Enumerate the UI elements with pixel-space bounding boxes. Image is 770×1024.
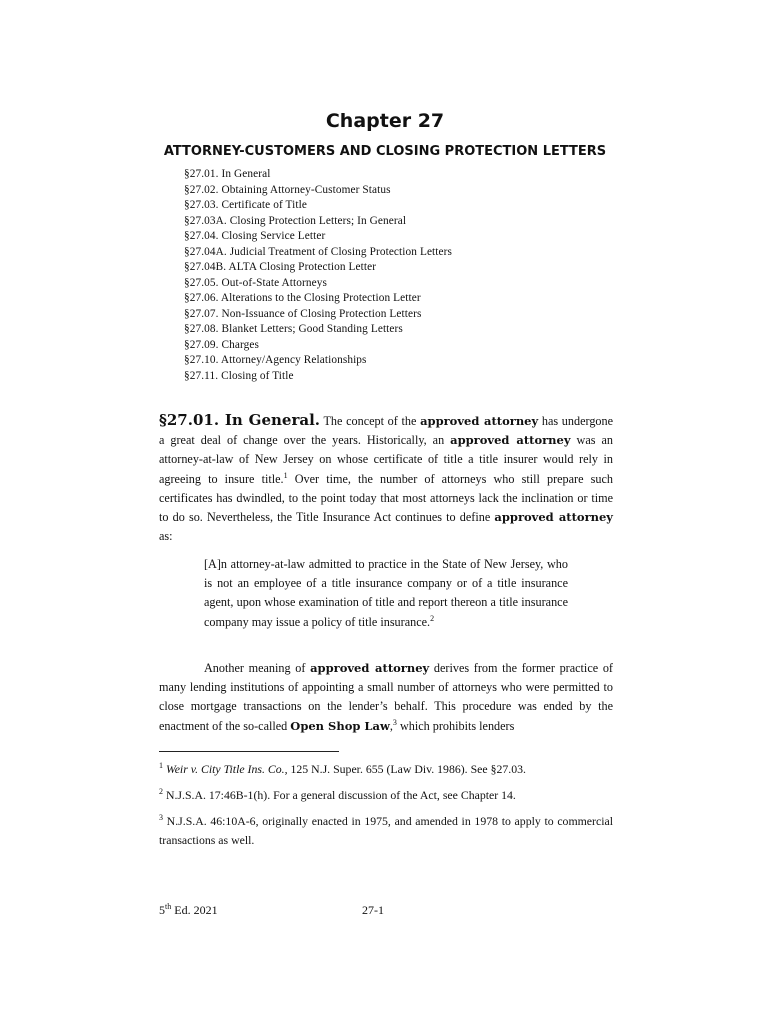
page-number: 27-1 — [362, 903, 384, 917]
defined-term: approved attorney — [310, 661, 430, 675]
body-text: has undergone a great deal of change over the years. Historically, an — [159, 414, 614, 448]
toc-item: §27.01. In General — [184, 168, 271, 180]
edition-number: 5 — [159, 903, 165, 917]
body-text: , — [389, 718, 393, 733]
footnote-1 — [159, 760, 613, 779]
footnote-2 — [159, 786, 613, 805]
toc-item: §27.04A. Judicial Treatment of Closing Protection Letters — [184, 245, 453, 258]
toc-item: §27.04B. ALTA Closing Protection Letter — [184, 261, 377, 273]
section-heading: §27.01. In General. — [159, 411, 321, 429]
quote-text: [A]n attorney-at-law admitted to practice in the State of New Jersey, who is not an employee of a title insurance company or of a title insurance agent, upon whose examination of title and report thereon a title insurance company may issue a policy of title insurance. — [204, 557, 568, 629]
footnote-number: 3 — [159, 813, 163, 823]
body-text: derives from the former practice of many lending institutions of appointing a small number of attorneys who were permitted to close mortgage transactions on the lender’s behalf. This procedure was ended by the enactment of the so-called — [159, 661, 613, 733]
toc-item: §27.11. Closing of Title — [184, 369, 294, 382]
table-of-contents — [184, 167, 452, 384]
toc-item: §27.03. Certificate of Title — [184, 199, 307, 211]
body-text: The concept of the — [320, 414, 421, 428]
chapter-subtitle: ATTORNEY-CUSTOMERS AND CLOSING PROTECTION LETTERS — [163, 144, 607, 159]
section-paragraph — [159, 411, 613, 546]
toc-item: §27.09. Charges — [184, 338, 260, 351]
footnote-3 — [159, 812, 613, 850]
body-text: was an attorney-at-law of New Jersey on whose certificate of title a title insurer would rely in agreeing to insure title. — [159, 433, 613, 486]
footnote-number: 1 — [159, 761, 163, 771]
defined-term: approved attorney — [450, 433, 571, 448]
body-paragraph — [159, 659, 613, 736]
body-text: Over time, the number of attorneys who still prepare such certificates has dwindled, to the point today that most attorneys lack the inclination or time to do so. Nevertheless, the Title Insurance Act continues to define — [159, 471, 613, 525]
block-quote — [204, 555, 568, 632]
body-text: which prohibits lenders — [396, 718, 515, 733]
case-name: Weir v. City Title Ins. Co., — [165, 762, 288, 776]
body-text: Another meaning of — [204, 661, 311, 675]
defined-term: approved attorney — [420, 414, 539, 428]
toc-item: §27.04. Closing Service Letter — [184, 230, 326, 242]
toc-item: §27.06. Alterations to the Closing Protection Letter — [184, 292, 421, 304]
toc-item: §27.08. Blanket Letters; Good Standing Letters — [184, 323, 403, 335]
footnote-ref: 2 — [430, 613, 435, 623]
toc-item: §27.07. Non-Issuance of Closing Protection Letters — [184, 307, 422, 320]
toc-item: §27.02. Obtaining Attorney-Customer Status — [184, 183, 391, 196]
footnote-text: 125 N.J. Super. 655 (Law Div. 1986). See §27.03. — [287, 762, 526, 776]
body-text: as: — [159, 529, 173, 544]
toc-item: §27.03A. Closing Protection Letters; In General — [184, 214, 407, 227]
edition-text: Ed. 2021 — [171, 903, 218, 917]
chapter-title: Chapter 27 — [325, 110, 445, 132]
toc-item: §27.05. Out-of-State Attorneys — [184, 276, 327, 289]
footer-edition — [159, 903, 218, 918]
footnote-text: N.J.S.A. 46:10A-6, originally enacted in 1975, and amended in 1978 to apply to commercial transactions as well. — [159, 814, 613, 847]
toc-item: §27.10. Attorney/Agency Relationships — [184, 354, 367, 366]
footnote-text: N.J.S.A. 17:46B-1(h). For a general discussion of the Act, see Chapter 14. — [163, 788, 516, 802]
footnote-ref: 3 — [392, 717, 397, 727]
footnote-ref: 1 — [283, 470, 288, 480]
defined-term: Open Shop Law — [290, 718, 390, 733]
edition-suffix: th — [165, 902, 172, 911]
footnote-number: 2 — [159, 787, 163, 797]
defined-term: approved attorney — [494, 510, 613, 525]
footnote-divider — [159, 751, 339, 752]
